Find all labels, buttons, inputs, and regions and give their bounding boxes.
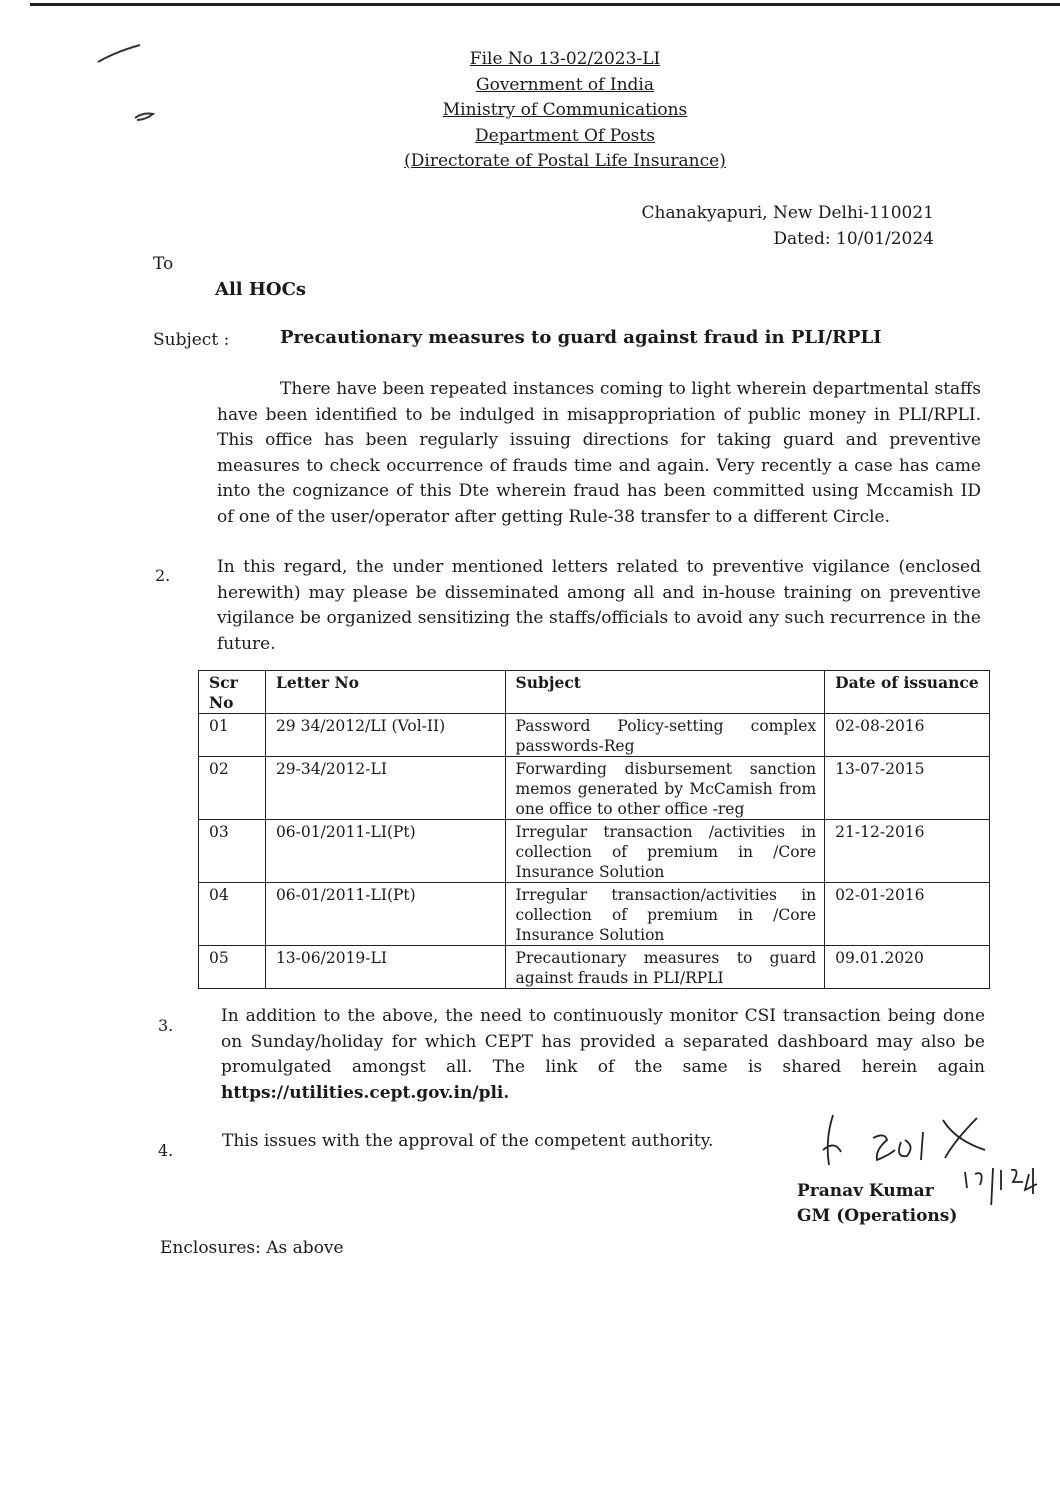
subject: Precautionary measures to guard against fraud in PLI/RPLI bbox=[280, 327, 882, 348]
letter-no-cell: 06-01/2011-LI(Pt) bbox=[265, 883, 505, 946]
letters-table bbox=[198, 670, 990, 989]
date-cell: 13-07-2015 bbox=[825, 757, 990, 820]
paragraph-3 bbox=[221, 1004, 985, 1106]
letter-no-cell: 06-01/2011-LI(Pt) bbox=[265, 820, 505, 883]
letter-no-cell: 29 34/2012/LI (Vol-II) bbox=[265, 714, 505, 757]
header-date: Date of issuance bbox=[825, 671, 990, 714]
government: Government of India bbox=[476, 74, 654, 95]
address-block bbox=[642, 200, 934, 252]
scr-no-cell: 03 bbox=[199, 820, 266, 883]
paragraph-3-number: 3. bbox=[158, 1016, 174, 1035]
dashboard-link[interactable]: https://utilities.cept.gov.in/pli. bbox=[221, 1082, 510, 1103]
dated-label: Dated: bbox=[773, 229, 831, 249]
table-row bbox=[199, 883, 990, 946]
paragraph-2-number: 2. bbox=[155, 566, 171, 585]
ministry: Ministry of Communications bbox=[442, 100, 688, 120]
subject-cell: Forwarding disbursement sanction memos generated by McCamish from one office to other office -reg bbox=[505, 757, 825, 820]
subject-cell: Password Policy-setting complex passwords-Reg bbox=[505, 714, 825, 757]
date-cell: 09.01.2020 bbox=[825, 946, 990, 989]
signatory-designation: GM (Operations) bbox=[797, 1206, 958, 1226]
paragraph-1: There have been repeated instances coming to light wherein departmental staffs have been identified to be indulged in misappropriation of public money in PLI/RPLI. This office has been regularly issuing directions for taking guard and preventive measures to check occurrence of frauds time and again. Very recently a case has came into the cognizance of this Dte wherein fraud has been committed using Mccamish ID of one of the user/operator after getting Rule-38 transfer to a different Circle. bbox=[217, 379, 981, 527]
recipient: All HOCs bbox=[215, 279, 307, 300]
scan-mark-icon bbox=[95, 40, 175, 130]
scr-no-cell: 05 bbox=[199, 946, 266, 989]
table-row bbox=[199, 946, 990, 989]
directorate: (Directorate of Postal Life Insurance) bbox=[404, 151, 726, 171]
table-header-row bbox=[199, 671, 990, 714]
scan-top-border bbox=[30, 3, 1060, 6]
letterhead bbox=[300, 47, 830, 175]
date-cell: 21-12-2016 bbox=[825, 820, 990, 883]
scr-no-cell: 02 bbox=[199, 757, 266, 820]
date-cell: 02-08-2016 bbox=[825, 714, 990, 757]
to-label: To bbox=[153, 254, 174, 274]
file-number: File No 13-02/2023-LI bbox=[469, 49, 661, 69]
table-row bbox=[199, 820, 990, 883]
department: Department Of Posts bbox=[475, 125, 655, 146]
paragraph-2: In this regard, the under mentioned letters related to preventive vigilance (enclosed herewith) may please be disseminated among all and in-house training on preventive vigilance be organized sensitizing the staffs/officials to avoid any such recurrence in the future. bbox=[217, 557, 981, 654]
subject-cell: Irregular transaction /activities in collection of premium in /Core Insurance Solution bbox=[505, 820, 825, 883]
paragraph-4-number: 4. bbox=[158, 1141, 174, 1160]
scr-no-cell: 01 bbox=[199, 714, 266, 757]
header-letter-no: Letter No bbox=[265, 671, 505, 714]
signatory-name: Pranav Kumar bbox=[797, 1181, 934, 1201]
table-row bbox=[199, 714, 990, 757]
paragraph-3-text: In addition to the above, the need to continuously monitor CSI transaction being done on Sunday/holiday for which CEPT has provided a separated dashboard may also be promulgated amongst all. The link of the same is shared herein again bbox=[221, 1006, 985, 1077]
header-scr-no: Scr No bbox=[199, 671, 266, 714]
dated-value: 10/01/2024 bbox=[836, 229, 934, 249]
enclosures: Enclosures: As above bbox=[160, 1238, 344, 1258]
subject-label: Subject : bbox=[153, 330, 230, 350]
letter-no-cell: 29-34/2012-LI bbox=[265, 757, 505, 820]
paragraph-4: This issues with the approval of the competent authority. bbox=[222, 1131, 714, 1151]
address: Chanakyapuri, New Delhi-110021 bbox=[641, 203, 934, 223]
subject-cell: Precautionary measures to guard against frauds in PLI/RPLI bbox=[505, 946, 825, 989]
table-row bbox=[199, 757, 990, 820]
date-cell: 02-01-2016 bbox=[825, 883, 990, 946]
header-subject: Subject bbox=[505, 671, 825, 714]
scr-no-cell: 04 bbox=[199, 883, 266, 946]
subject-cell: Irregular transaction/activities in collection of premium in /Core Insurance Solution bbox=[505, 883, 825, 946]
letter-no-cell: 13-06/2019-LI bbox=[265, 946, 505, 989]
